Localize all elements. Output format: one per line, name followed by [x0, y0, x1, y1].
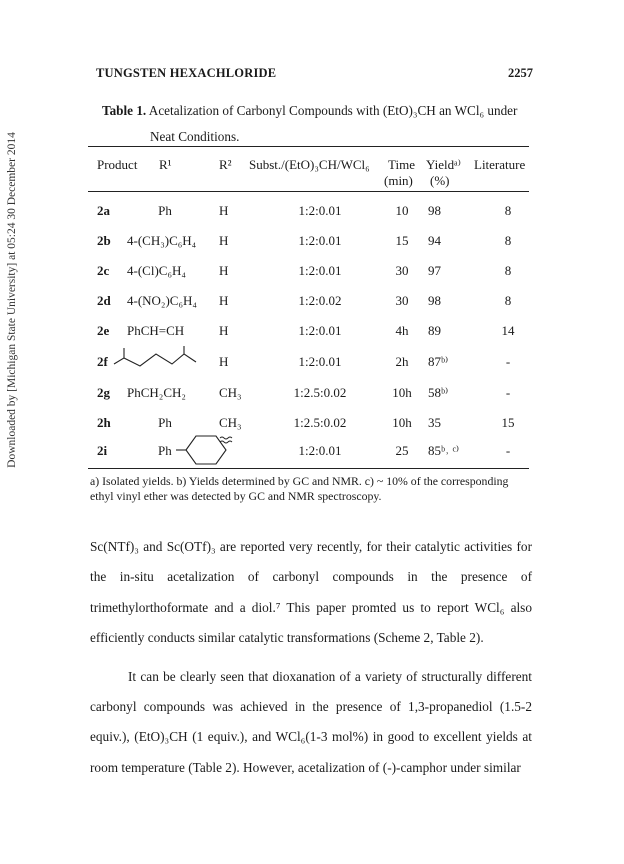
table-footnote: a) Isolated yields. b) Yields determined by GC and NMR. c) ~ 10% of the corresponding ethyl vinyl ether was detected by GC and NMR spectroscopy. [90, 474, 509, 503]
cell-r2: H [219, 263, 229, 278]
header-ratio: Subst./(EtO)₃CH/WCl₆ [249, 157, 370, 172]
cell-time: 30 [395, 263, 409, 278]
cell-time: 30 [395, 293, 409, 308]
cell-time: 10h [392, 385, 412, 400]
cell-time: 4h [395, 323, 409, 338]
cell-ratio: 1:2:0.01 [298, 203, 342, 218]
cell-ratio: 1:2:0.01 [298, 443, 342, 458]
table-label: Table 1. [102, 103, 147, 118]
cell-yield: 97 [428, 263, 441, 278]
cell-time: 10h [392, 415, 412, 430]
cell-r2: H [219, 293, 229, 308]
header-yield-unit: (%) [430, 173, 450, 188]
cell-ratio: 1:2.5:0.02 [293, 415, 347, 430]
cell-literature: 8 [504, 293, 512, 308]
cell-r2: CH₃ [219, 415, 242, 430]
cell-time: 15 [395, 233, 409, 248]
cell-ratio: 1:2:0.01 [298, 323, 342, 338]
cell-time: 25 [395, 443, 409, 458]
page-number: 2257 [508, 66, 533, 80]
cell-r1: 4-(CH₃)C₆H₄ [127, 233, 197, 248]
cell-yield: 98 [428, 203, 441, 218]
header-r1: R¹ [159, 157, 172, 172]
cell-yield: 98 [428, 293, 441, 308]
skeletal-structure-image [110, 340, 202, 370]
table-top-rule [88, 146, 529, 147]
cell-ratio: 1:2:0.02 [298, 293, 342, 308]
cell-yield: 35 [428, 415, 441, 430]
header-literature: Literature [474, 157, 526, 172]
cell-ratio: 1:2:0.01 [298, 263, 342, 278]
cell-yield: 94 [428, 233, 441, 248]
paragraph-1: Sc(NTf)₃ and Sc(OTf)₃ are reported very recently, for their catalytic activities for the in-situ acetalization of carbonyl compounds in the presence of trimethylorthoformate and a diol.⁷ This paper promted us to report WCl₆ also efficiently conducts similar catalytic transformations (Scheme 2, Table 2). [90, 539, 532, 646]
cell-ratio: 1:2.5:0.02 [293, 385, 347, 400]
cell-ratio: 1:2:0.01 [298, 233, 342, 248]
cell-product: 2g [97, 385, 110, 400]
cell-yield: 87ᵇ⁾ [428, 354, 449, 369]
cell-r2: H [219, 203, 229, 218]
cell-time: 10 [395, 203, 409, 218]
cell-literature: 14 [501, 323, 515, 338]
cell-product: 2i [97, 443, 108, 458]
cell-product: 2f [97, 354, 108, 369]
cell-literature: 15 [501, 415, 515, 430]
header-r2: R² [219, 157, 232, 172]
cell-product: 2a [97, 203, 110, 218]
cell-literature: 8 [504, 233, 512, 248]
download-note: Downloaded by [Michigan State University] at 05:24 30 December 2014 [6, 132, 18, 468]
cell-product: 2b [97, 233, 111, 248]
table-caption [102, 98, 537, 150]
cell-time: 2h [395, 354, 409, 369]
cell-literature: 8 [504, 263, 512, 278]
cell-product: 2e [97, 323, 110, 338]
cell-r2: H [219, 233, 229, 248]
header-time-unit: (min) [384, 173, 413, 188]
caption-text-1: Acetalization of Carbonyl Compounds with (EtO)₃CH an WCl₆ under [148, 103, 518, 118]
cell-ratio: 1:2:0.01 [298, 354, 342, 369]
download-watermark [6, 132, 20, 468]
cell-yield: 58ᵇ⁾ [428, 385, 449, 400]
running-title: TUNGSTEN HEXACHLORIDE [96, 66, 277, 80]
cell-r1: 4-(Cl)C₆H₄ [127, 263, 186, 278]
cell-r1: Ph [158, 203, 172, 218]
header-yield: Yieldᵃ⁾ [426, 157, 461, 172]
cell-r1: PhCH=CH [127, 323, 185, 338]
cell-r2: H [219, 323, 229, 338]
cell-r1: PhCH₂CH₂ [127, 385, 186, 400]
cyclohexene-ring-image [176, 432, 238, 468]
cell-literature: 8 [504, 203, 512, 218]
table-header-rule [88, 191, 529, 192]
cell-r2: CH₃ [219, 385, 242, 400]
cell-product: 2d [97, 293, 111, 308]
caption-text-2: Neat Conditions. [150, 129, 240, 144]
cell-literature: - [505, 385, 511, 400]
cell-r2: H [219, 354, 229, 369]
cell-product: 2h [97, 415, 111, 430]
table-bottom-rule [88, 468, 529, 469]
cell-yield: 85ᵇ˒ ᶜ⁾ [428, 443, 460, 458]
body-text [90, 532, 532, 783]
cell-r1: Ph [158, 415, 172, 430]
paragraph-2: It can be clearly seen that dioxanation of a variety of structurally different carbonyl compounds was achieved in the presence of 1,3-propanediol (1.5-2 equiv.), (EtO)₃CH (1 equiv.), and WCl₆(1-3 mol%) in good to excellent yields at room temperature (Table 2). However, acetalization of (-)-camphor under similar [90, 668, 532, 775]
cell-product: 2c [97, 263, 110, 278]
cell-r1: Ph [158, 443, 172, 458]
cell-literature: - [505, 354, 511, 369]
header-time: Time [388, 157, 415, 172]
cell-r1: 4-(NO₂)C₆H₄ [127, 293, 197, 308]
cell-yield: 89 [428, 323, 441, 338]
cell-literature: - [505, 443, 511, 458]
header-product: Product [97, 157, 138, 172]
